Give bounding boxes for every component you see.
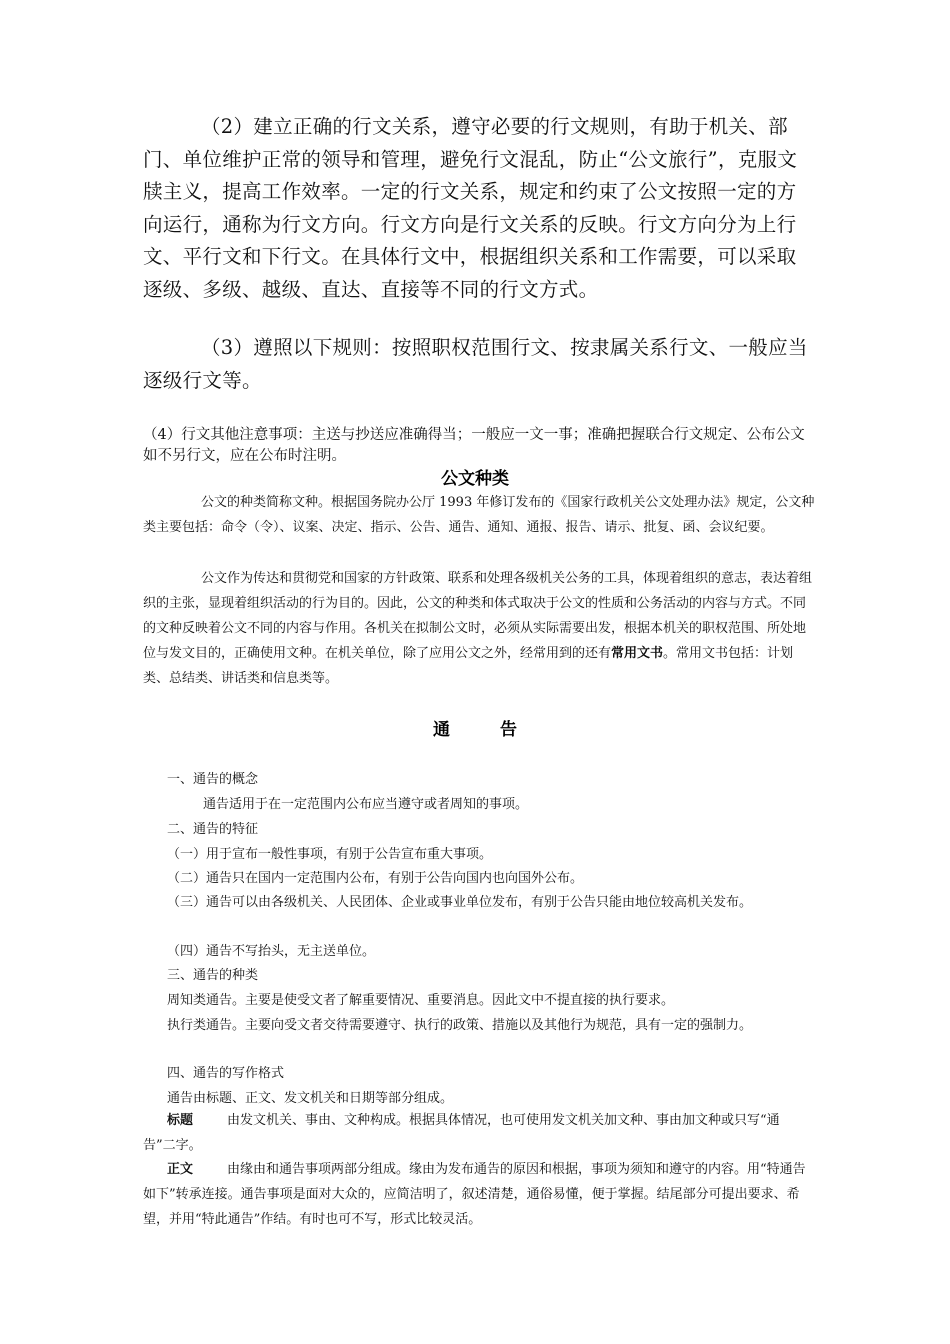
notice-heading-3: 三、通告的种类 xyxy=(167,968,259,983)
types-paragraph-2 xyxy=(143,566,815,691)
notice-concept-text: 通告适用于在一定范围内公布应当遵守或者周知的事项。 xyxy=(203,797,529,812)
notice-format-title xyxy=(143,1108,803,1158)
paragraph-3: （3）遵照以下规则：按照职权范围行文、按隶属关系行文、一般应当逐级行文等。 xyxy=(143,336,808,392)
format-body-label: 正文 xyxy=(167,1162,194,1177)
notice-type-2: 执行类通告。主要向受文者交待需要遵守、执行的政策、措施以及其他行为规范，具有一定的强制力。 xyxy=(167,1018,753,1033)
notice-format-intro: 通告由标题、正文、发文机关和日期等部分组成。 xyxy=(167,1091,454,1106)
types-paragraph-1: 公文的种类简称文种。根据国务院办公厅 1993 年修订发布的《国家行政机关公文处理办法》规定，公文种类主要包括：命令（令）、议案、决定、指示、公告、通告、通知、通报、报告、请示、批复、函、会议纪要。 xyxy=(143,495,815,535)
paragraph-4: （4）行文其他注意事项：主送与抄送应准确得当；一般应一文一事；准确把握联合行文规定、公布公文如不另行文，应在公布时注明。 xyxy=(143,427,805,464)
format-body-text: 由缘由和通告事项两部分组成。缘由为发布通告的原因和根据，事项为须知和遵守的内容。用“特通告如下”转承连接。通告事项是面对大众的，应简洁明了，叙述清楚，通俗易懂，便于掌握。结尾部分可提出要求、希望，并用“特此通告”作结。有时也可不写，形式比较灵活。 xyxy=(143,1162,806,1227)
notice-heading-1: 一、通告的概念 xyxy=(167,772,259,787)
notice-format-body xyxy=(143,1157,811,1232)
types-p2-text: 公文作为传达和贯彻党和国家的方针政策、联系和处理各级机关公务的工具，体现着组织的意志，表达着组织的主张，显现着组织活动的行为目的。因此，公文的种类和体式取决于公文的性质和公务活动的内容与方式。不同的文种反映着公文不同的内容与作用。各机关在拟制公文时，必须从实际需要出发，根据本机关的职权范围、所处地位与发文目的，正确使用文种。在机关单位，除了应用公文之外，经常用到的还有 xyxy=(143,571,813,661)
notice-feature-2: （二）通告只在国内一定范围内公布，有别于公告向国内也向国外公布。 xyxy=(167,871,584,886)
section-title-types: 公文种类 xyxy=(441,469,509,489)
notice-feature-4: （四）通告不写抬头，无主送单位。 xyxy=(167,944,376,959)
notice-type-1: 周知类通告。主要是使受文者了解重要情况、重要消息。因此文中不提直接的执行要求。 xyxy=(167,993,675,1008)
types-p2-bold: 常用文书 xyxy=(611,646,664,661)
paragraph-2: （2）建立正确的行文关系，遵守必要的行文规则，有助于机关、部门、单位维护正常的领导和管理，避免行文混乱，防止“公文旅行”，克服文牍主义，提高工作效率。一定的行文关系，规定和约束了公文按照一定的方向运行，通称为行文方向。行文方向是行文关系的反映。行文方向分为上行文、平行文和下行文。在具体行文中，根据组织关系和工作需要，可以采取逐级、多级、越级、直达、直接等不同的行文方式。 xyxy=(143,115,798,301)
section-title-notice: 通 告 xyxy=(433,720,539,740)
notice-heading-4: 四、通告的写作格式 xyxy=(167,1066,285,1081)
types-p2-tail: 。常用文书包括：计划类、总结类、讲话类和信息类等。 xyxy=(143,646,794,686)
format-title-text: 由发文机关、事由、文种构成。根据具体情况，也可使用发文机关加文种、事由加文种或只写“通告”二字。 xyxy=(143,1113,780,1153)
notice-feature-3: （三）通告可以由各级机关、人民团体、企业或事业单位发布，有别于公告只能由地位较高机关发布。 xyxy=(167,895,753,910)
format-title-label: 标题 xyxy=(167,1113,194,1128)
notice-feature-1: （一）用于宣布一般性事项，有别于公告宣布重大事项。 xyxy=(167,847,493,862)
notice-heading-2: 二、通告的特征 xyxy=(167,822,259,837)
